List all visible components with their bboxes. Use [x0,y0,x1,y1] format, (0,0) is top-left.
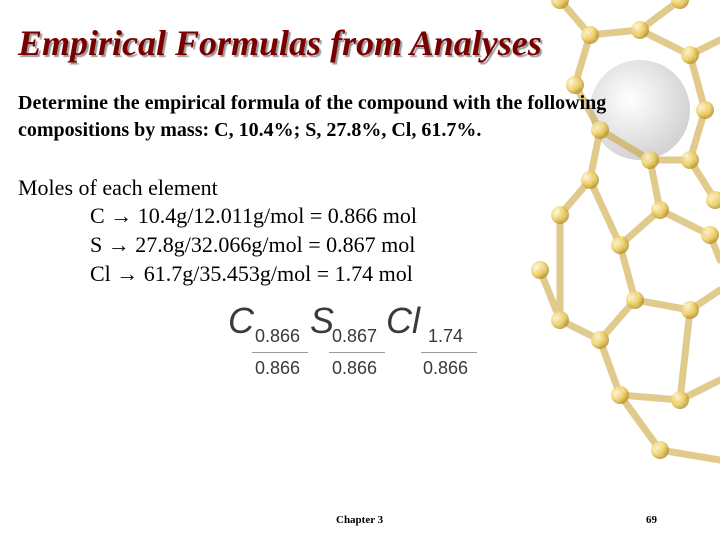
arrow-icon: → [116,261,139,286]
element-symbol: C [90,203,105,228]
formula-subscript-c: 0.866 [255,326,301,346]
moles-line-chlorine [90,259,413,289]
formula-symbol-cl: Cl [386,300,420,341]
formula-subscript-s: 0.867 [332,326,378,346]
slide-title: Empirical Formulas from Analyses [18,23,542,63]
formula-divisor-c: 0.866 [255,358,301,378]
moles-line-carbon [90,201,417,231]
element-symbol: Cl [90,261,111,286]
moles-calculation: 61.7g/35.453g/mol = 1.74 mol [143,261,413,286]
arrow-icon: → [107,232,130,257]
moles-calculation: 10.4g/12.011g/mol = 0.866 mol [137,203,417,228]
moles-calculation: 27.8g/32.066g/mol = 0.867 mol [135,232,416,257]
problem-statement: Determine the empirical formula of the compound with the following compositions by mass: C, 10.4%; S, 27.8%, Cl, 61.7%. [18,92,607,141]
formula-symbol-c: C [228,300,254,341]
formula-symbol-s: S [310,300,335,341]
fraction-bar [329,352,385,353]
moles-heading: Moles of each element [18,175,218,200]
page-number: 69 [646,514,657,526]
fraction-bar [421,352,477,353]
footer-chapter: Chapter 3 [336,514,384,526]
formula-subscript-cl: 1.74 [428,326,464,346]
formula-divisor-s: 0.866 [332,358,378,378]
element-symbol: S [90,232,103,257]
moles-line-sulfur [90,230,415,260]
fraction-bar [252,352,308,353]
formula-divisor-cl: 0.866 [423,358,469,378]
arrow-icon: → [110,203,133,228]
